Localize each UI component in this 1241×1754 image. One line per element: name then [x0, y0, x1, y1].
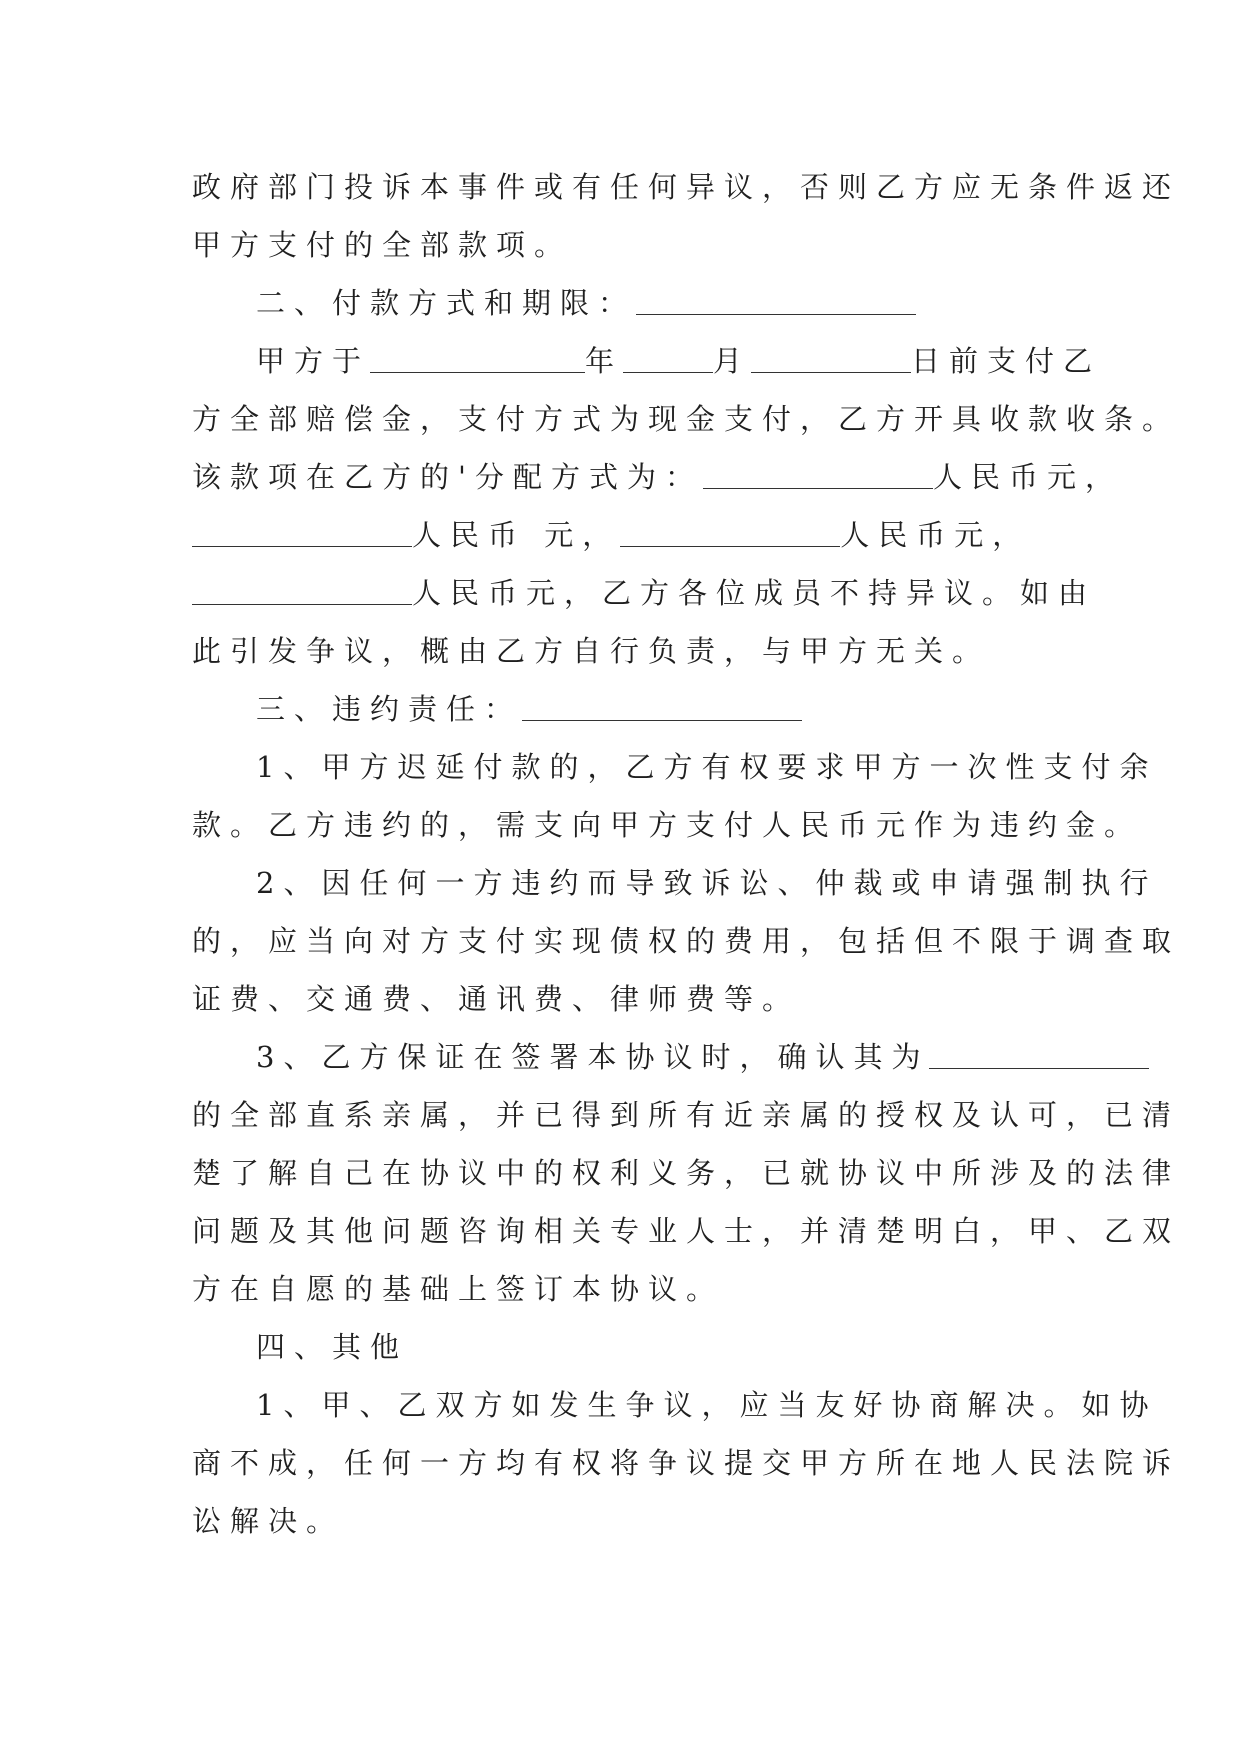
- text-segment: 人民币元，: [840, 518, 1031, 552]
- blank-field: [636, 288, 916, 315]
- heading-text: 三、违约责任：: [256, 692, 523, 726]
- blank-name: [192, 578, 412, 605]
- text-segment: 人民币 元，: [412, 518, 621, 552]
- text-line: 政府部门投诉本事件或有任何异议，否则乙方应无条件返还: [192, 170, 1181, 204]
- text-line: 商不成，任何一方均有权将争议提交甲方所在地人民法院诉: [192, 1446, 1181, 1480]
- text-line: [192, 564, 1097, 622]
- text-segment: 日前支付乙: [911, 344, 1102, 378]
- text-line: [192, 332, 1102, 390]
- blank-amount: [703, 462, 933, 489]
- text-line: [192, 506, 1062, 564]
- text-line: 此引发争议，概由乙方自行负责，与甲方无关。: [192, 634, 991, 668]
- text-line: 问题及其他问题咨询相关专业人士，并清楚明白，甲、乙双: [192, 1214, 1181, 1248]
- text-segment: 该款项在乙方的'分配方式为：: [192, 460, 703, 494]
- text-line: 讼解决。: [192, 1504, 345, 1538]
- text-segment: 3、乙方保证在签署本协议时，确认其为: [256, 1040, 930, 1074]
- text-line: 证费、交通费、通讯费、律师费等。: [192, 982, 801, 1016]
- text-line: 楚了解自己在协议中的权利义务，已就协议中所涉及的法律: [192, 1156, 1181, 1190]
- section-heading-other: 四、其他: [256, 1330, 409, 1364]
- text-line: 的全部直系亲属，并已得到所有近亲属的授权及认可，已清: [192, 1098, 1181, 1132]
- blank-name: [620, 520, 840, 547]
- blank-day: [751, 346, 911, 373]
- section-heading-liability: [192, 680, 1062, 738]
- text-line: [192, 1028, 1062, 1086]
- blank-year: [370, 346, 585, 373]
- heading-text: 二、付款方式和期限：: [256, 286, 637, 320]
- text-line: 方全部赔偿金，支付方式为现金支付，乙方开具收款收条。: [192, 402, 1181, 436]
- text-line: 1、甲、乙双方如发生争议，应当友好协商解决。如协: [256, 1388, 1158, 1422]
- text-segment: 月: [713, 344, 752, 378]
- blank-month: [623, 346, 713, 373]
- document-body: [192, 158, 1181, 1550]
- text-line: [192, 448, 1123, 506]
- text-segment: 甲方于: [256, 344, 371, 378]
- blank-name: [192, 520, 412, 547]
- text-segment: 人民币元，乙方各位成员不持异议。如由: [412, 576, 1097, 610]
- text-line: 甲方支付的全部款项。: [192, 228, 573, 262]
- text-line: 方在自愿的基础上签订本协议。: [192, 1272, 725, 1306]
- text-segment: 人民币元，: [932, 460, 1123, 494]
- text-line: 1、甲方迟延付款的，乙方有权要求甲方一次性支付余: [256, 750, 1158, 784]
- blank-deceased-name: [929, 1042, 1149, 1069]
- text-line: 款。乙方违约的，需支向甲方支付人民币元作为违约金。: [192, 808, 1143, 842]
- text-line: 2、因任何一方违约而导致诉讼、仲裁或申请强制执行: [256, 866, 1158, 900]
- text-line: 的，应当向对方支付实现债权的费用，包括但不限于调查取: [192, 924, 1181, 958]
- text-segment: 年: [585, 344, 624, 378]
- blank-field: [522, 694, 802, 721]
- section-heading-payment: [192, 274, 1062, 332]
